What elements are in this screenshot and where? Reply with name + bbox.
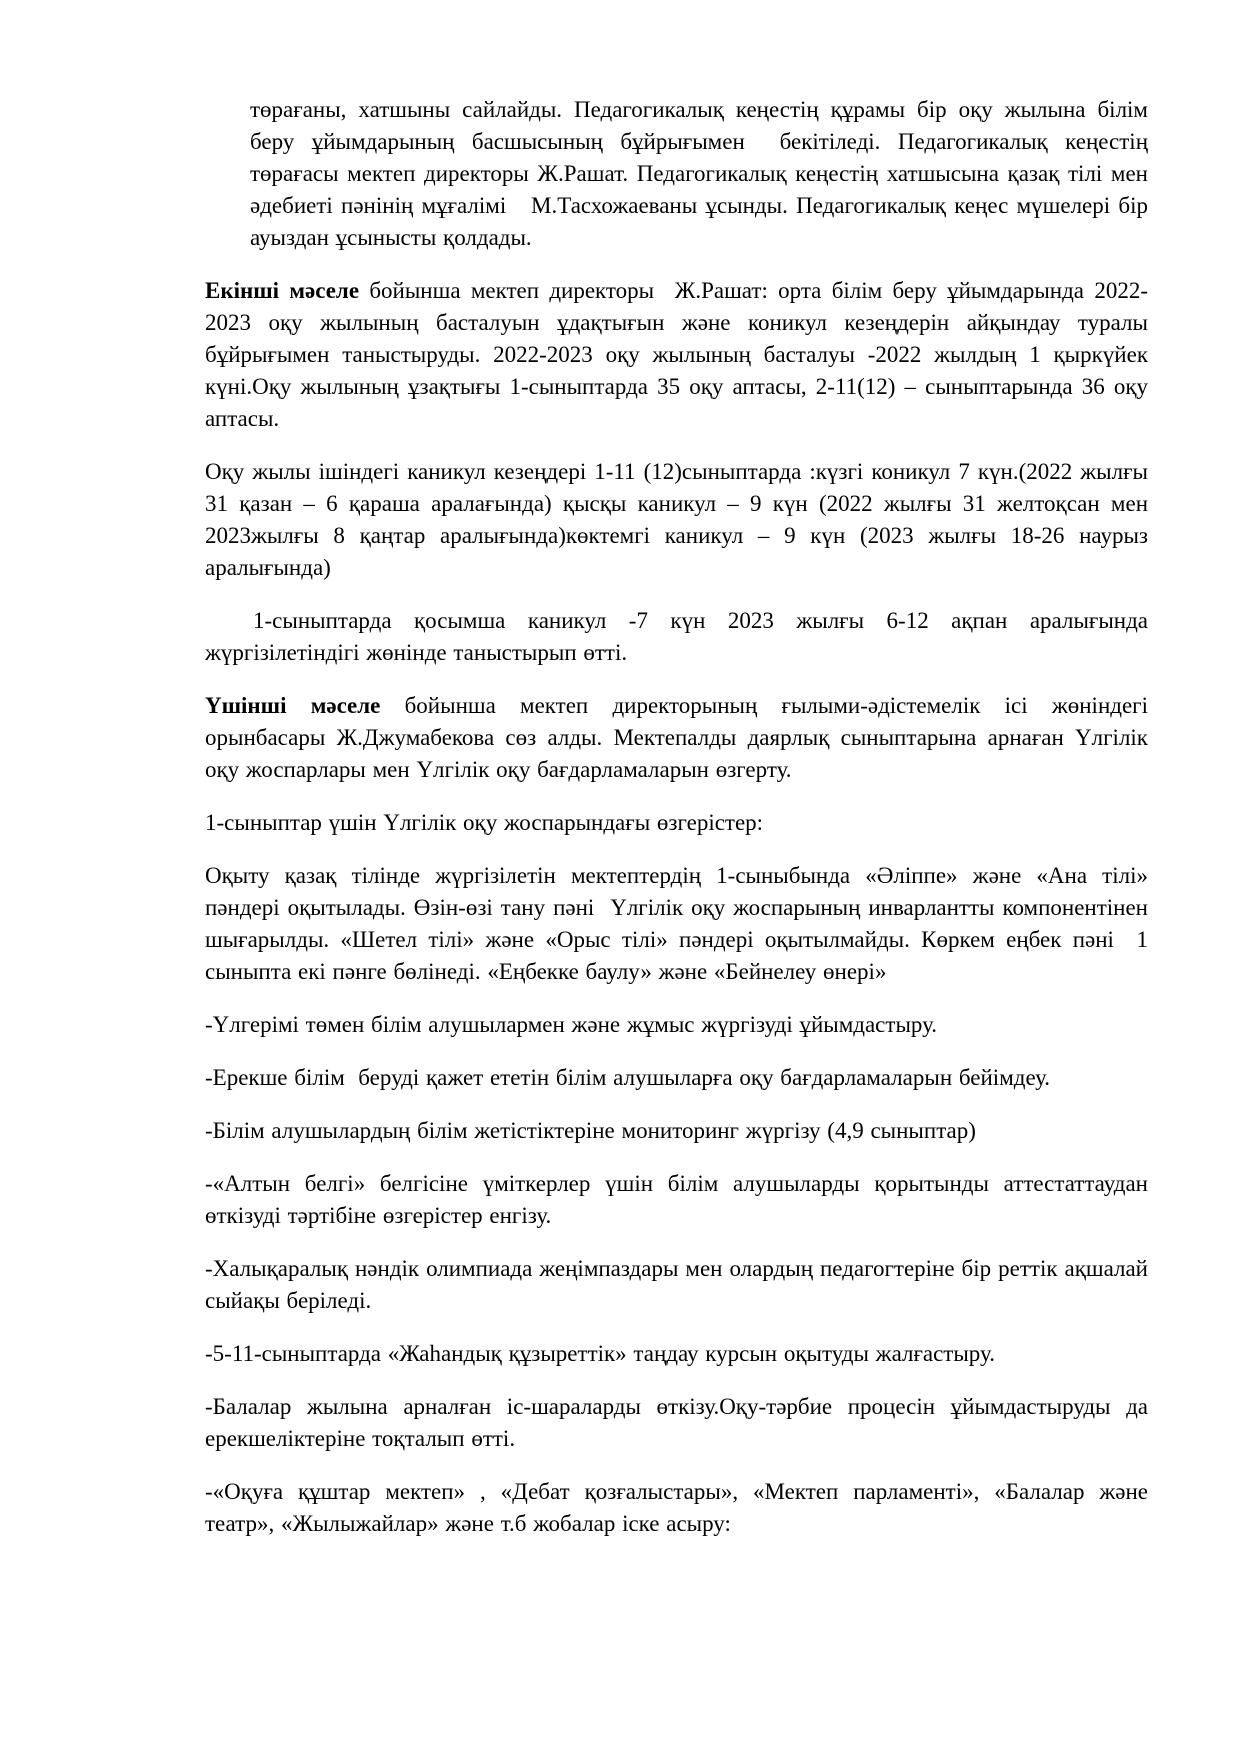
text-run: -Үлгерімі төмен білім алушылармен және жұмыс жүргізуді ұйымдастыру.	[205, 1012, 938, 1037]
text-run: -Ерекше білім беруді қажет ететін білім алушыларға оқу бағдарламаларын бейімдеу.	[205, 1065, 1051, 1090]
text-run: төрағаны, хатшыны сайлайды. Педагогикалық кеңестің құрамы бір оқу жылына білім беру ұйымдарының басшысының бұйрығымен бекітіледі. Педагогикалық кеңестің төрағасы мектеп директоры Ж.Рашат. Педагогикалық кеңестің хатшысына қазақ тілі мен әдебиеті пәнінің мұғалімі М.Тасхожаеваны ұсынды. Педагогикалық кеңес мүшелері бір ауыздан ұсынысты қолдады.	[250, 97, 1155, 250]
paragraph	[205, 860, 1155, 988]
paragraph	[205, 1338, 1148, 1370]
bold-text-run: Екінші мәселе	[205, 278, 360, 303]
document-page	[205, 94, 1155, 1561]
paragraph	[205, 605, 1155, 669]
paragraph	[205, 1476, 1155, 1540]
text-run: -«Оқуға құштар мектеп» , «Дебат қозғалыстары», «Мектеп парламенті», «Балалар және театр», «Жылыжайлар» және т.б жобалар іске асыру:	[205, 1479, 1155, 1536]
paragraph	[205, 690, 1155, 786]
paragraph	[205, 1062, 1148, 1094]
paragraph	[205, 456, 1155, 584]
paragraph	[205, 1391, 1155, 1455]
text-run: -Балалар жылына арналған іс-шараларды өткізу.Оқу-тәрбие процесін ұйымдастыруды да ерекшеліктеріне тоқталып өтті.	[205, 1394, 1155, 1451]
text-run: -Білім алушылардың білім жетістіктеріне мониторинг жүргізу (4,9 сыныптар)	[205, 1118, 976, 1143]
paragraph	[205, 1009, 1148, 1041]
paragraph	[250, 94, 1155, 254]
paragraph	[205, 1168, 1155, 1232]
text-run: Оқыту қазақ тілінде жүргізілетін мектептердің 1-сыныбында «Әліппе» және «Ана тілі» пәндері оқытылады. Өзін-өзі тану пәні Үлгілік оқу жоспарының инварлантты компонентінен шығарылды. «Шетел тілі» және «Орыс тілі» пәндері оқытылмайды. Көркем еңбек пәні 1 сыныпта екі пәнге бөлінеді. «Еңбекке баулу» және «Бейнелеу өнері»	[205, 863, 1155, 984]
text-run: 1-сыныптарда қосымша каникул -7 күн 2023 жылғы 6-12 ақпан аралығында жүргізілетіндігі жөнінде таныстырып өтті.	[205, 608, 1155, 665]
paragraph	[205, 807, 1148, 839]
bold-text-run: Үшінші мәселе	[205, 693, 381, 718]
text-run: бойынша мектеп директорының ғылыми-әдістемелік ісі жөніндегі орынбасары Ж.Джумабекова сөз алды. Мектепалды даярлық сыныптарына арнаған Үлгілік оқу жоспарлары мен Үлгілік оқу бағдарламаларын өзгерту.	[205, 693, 1155, 782]
text-run: -5-11-сыныптарда «Жаһандық құзыреттік» таңдау курсын оқытуды жалғастыру.	[205, 1341, 995, 1366]
text-run: Оқу жылы ішіндегі каникул кезеңдері 1-11 (12)сыныптарда :күзгі коникул 7 күн.(2022 жылғы 31 қазан – 6 қараша аралағында) қысқы каникул – 9 күн (2022 жылғы 31 желтоқсан мен 2023жылғы 8 қаңтар аралығында)көктемгі каникул – 9 күн (2023 жылғы 18-26 наурыз аралығында)	[205, 459, 1155, 580]
paragraph	[205, 1253, 1155, 1317]
paragraph	[205, 1115, 1148, 1147]
text-run: -Халықаралық нәндік олимпиада жеңімпаздары мен олардың педагогтеріне бір реттік ақшалай сыйақы беріледі.	[205, 1256, 1155, 1313]
text-run: бойынша мектеп директоры Ж.Рашат: орта білім беру ұйымдарында 2022-2023 оқу жылының басталуын ұдақтығын және коникул кезеңдерін айқындау туралы бұйрығымен таныстыруды. 2022-2023 оқу жылының басталуы -2022 жылдың 1 қыркүйек күні.Оқу жылының ұзақтығы 1-сыныптарда 35 оқу аптасы, 2-11(12) – сыныптарында 36 оқу аптасы.	[205, 278, 1155, 431]
text-run: 1-сыныптар үшін Үлгілік оқу жоспарындағы өзгерістер:	[205, 810, 764, 835]
paragraph	[205, 275, 1155, 435]
text-run: -«Алтын белгі» белгісіне үміткерлер үшін білім алушыларды қорытынды аттестаттаудан өткізуді тәртібіне өзгерістер енгізу.	[205, 1171, 1155, 1228]
